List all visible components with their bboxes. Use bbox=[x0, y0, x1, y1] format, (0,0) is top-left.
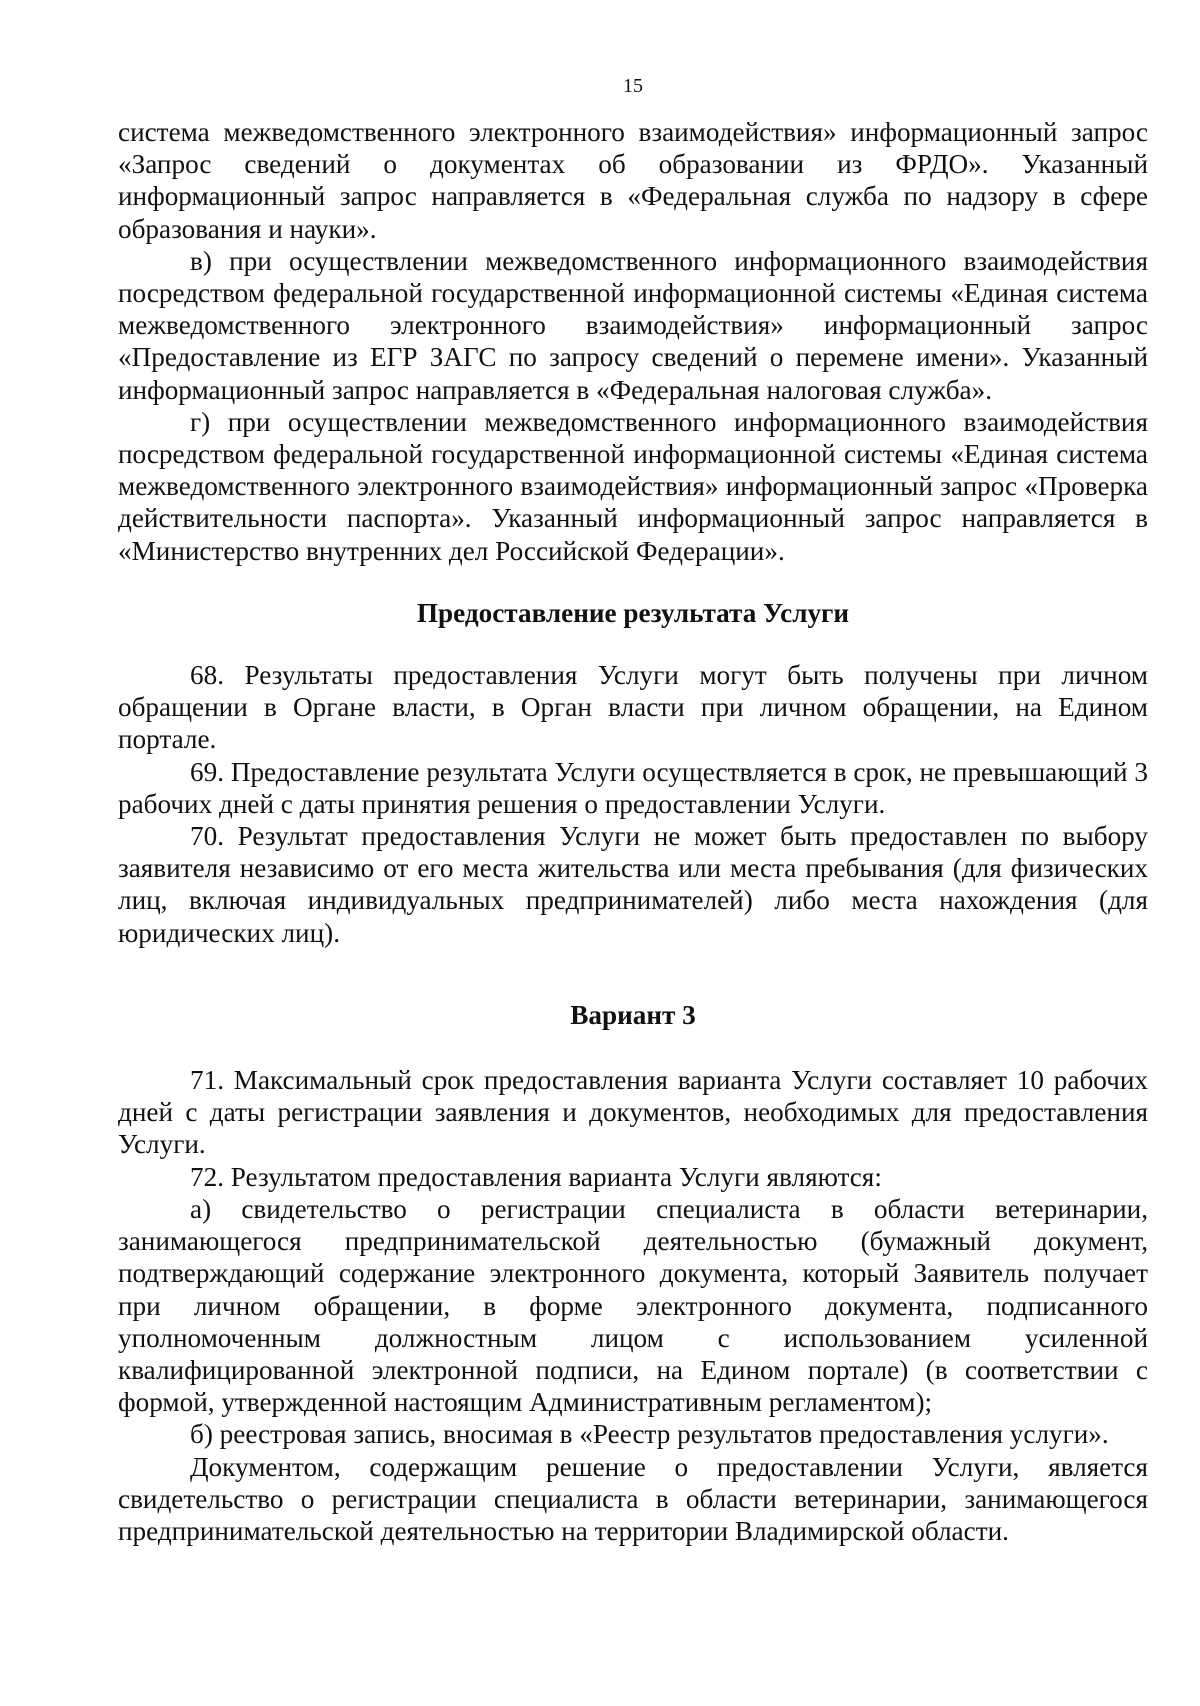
section-heading-variant: Вариант 3 bbox=[570, 999, 696, 1030]
document-page bbox=[118, 74, 1148, 1547]
paragraph-72-a: а) свидетельство о регистрации специалиста в области ветеринарии, занимающегося предпринимательской деятельностью (бумажный документ, подтверждающий содержание электронного документа, который Заявитель получает при личном обращении, в форме электронного документа, подписанного уполномоченным должностным лицом с использованием усиленной квалифицированной электронной подписи, на Едином портале) (в соответствии с формой, утвержденной настоящим Административным регламентом); bbox=[118, 1193, 1148, 1418]
paragraph-71: 71. Максимальный срок предоставления варианта Услуги составляет 10 рабочих дней с даты регистрации заявления и документов, необходимых для предоставления Услуги. bbox=[118, 1065, 1148, 1160]
paragraph-70: 70. Результат предоставления Услуги не может быть предоставлен по выбору заявителя независимо от его места жительства или места пребывания (для физических лиц, включая индивидуальных предпринимателей) либо места нахождения (для юридических лиц). bbox=[118, 821, 1148, 948]
section-heading-result: Предоставление результата Услуги bbox=[416, 597, 850, 628]
paragraph-item-g: г) при осуществлении межведомственного информационного взаимодействия посредством федеральной государственной информационной системы «Единая система межведомственного электронного взаимодействия» информационный запрос «Проверка действительности паспорта». Указанный информационный запрос направляется в «Министерство внутренних дел Российской Федерации». bbox=[118, 406, 1148, 566]
paragraph-continuation: система межведомственного электронного взаимодействия» информационный запрос «Запрос сведений о документах об образовании из ФРДО». Указанный информационный запрос направляется в «Федеральная служба по надзору в сфере образования и науки». bbox=[118, 117, 1148, 244]
paragraph-72: 72. Результатом предоставления варианта Услуги являются: bbox=[190, 1161, 882, 1192]
paragraph-72-b: б) реестровая запись, вносимая в «Реестр результатов предоставления услуги». bbox=[190, 1419, 1109, 1450]
paragraph-68: 68. Результаты предоставления Услуги могут быть получены при личном обращении в Органе власти, в Орган власти при личном обращении, на Едином портале. bbox=[118, 660, 1148, 755]
page-number: 15 bbox=[623, 75, 643, 97]
paragraph-decision-document: Документом, содержащим решение о предоставлении Услуги, является свидетельство о регистрации специалиста в области ветеринарии, занимающегося предпринимательской деятельностью на территории Владимирской области. bbox=[118, 1451, 1148, 1546]
paragraph-69: 69. Предоставление результата Услуги осуществляется в срок, не превышающий 3 рабочих дней с даты принятия решения о предоставлении Услуги. bbox=[118, 756, 1148, 819]
paragraph-item-v: в) при осуществлении межведомственного информационного взаимодействия посредством федеральной государственной информационной системы «Единая система межведомственного электронного взаимодействия» информационный запрос «Предоставление из ЕГР ЗАГС по запросу сведений о перемене имени». Указанный информационный запрос направляется в «Федеральная налоговая служба». bbox=[118, 245, 1148, 405]
